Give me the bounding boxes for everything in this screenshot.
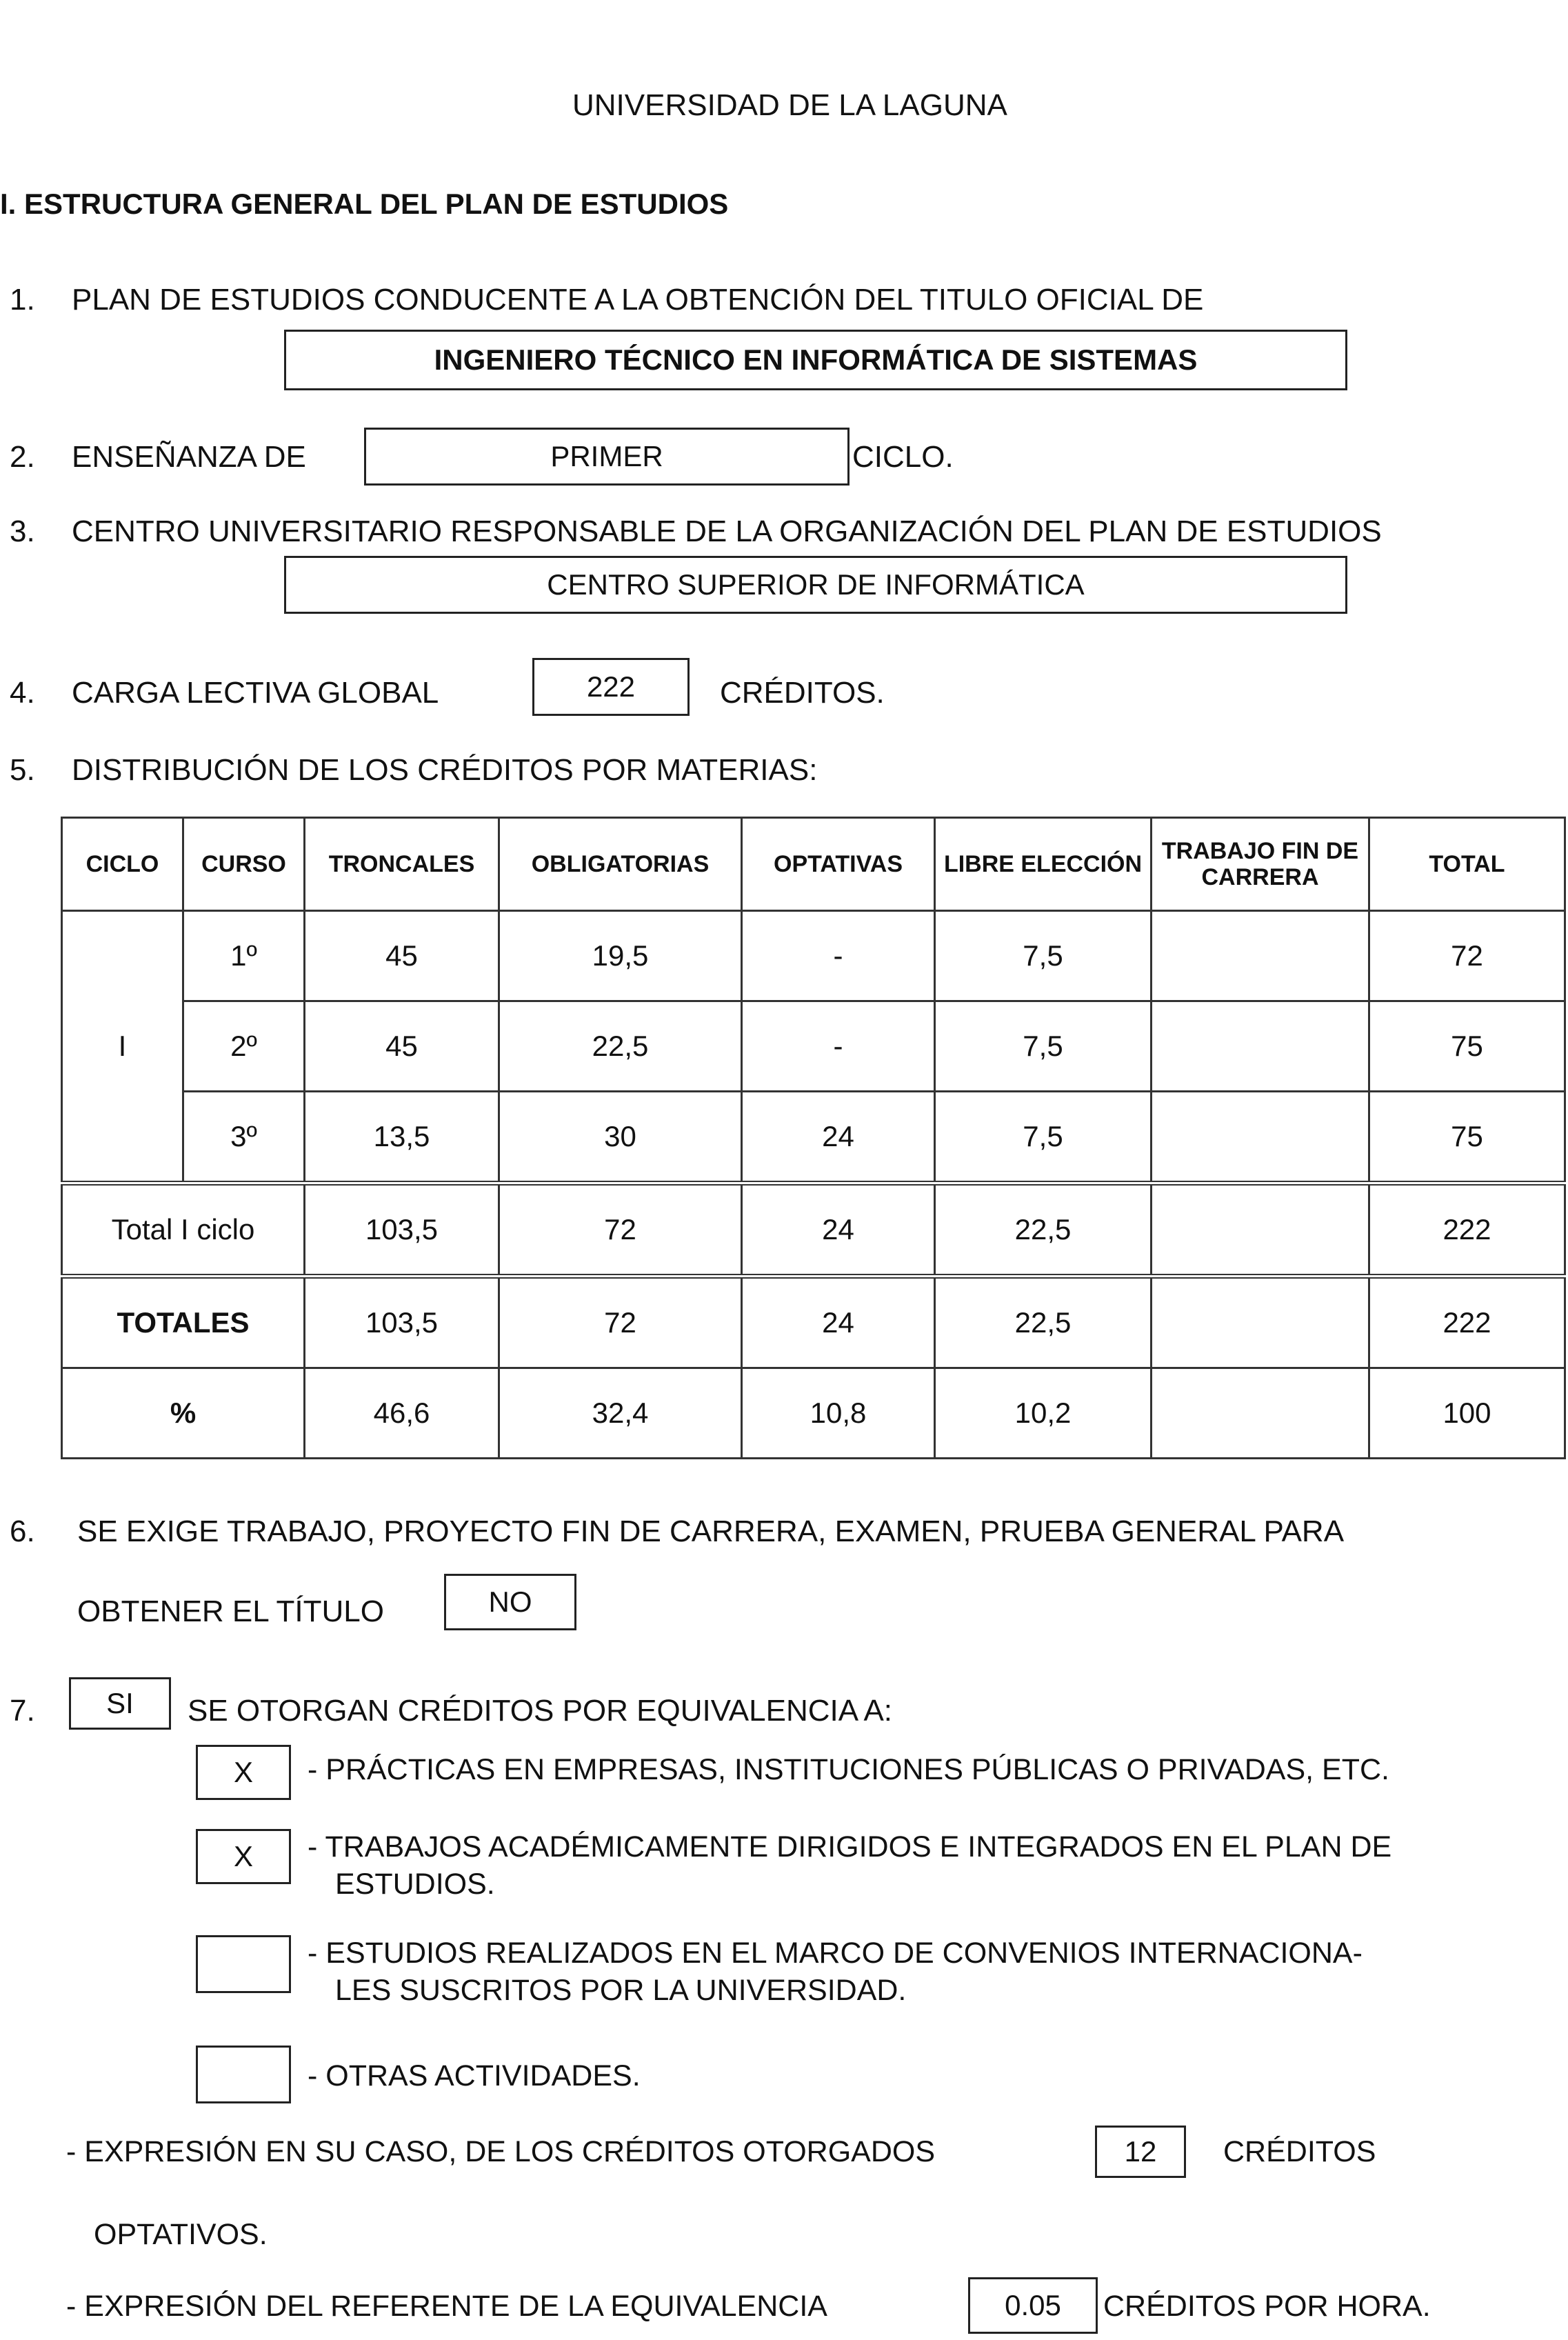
totales-label: TOTALES — [62, 1277, 305, 1368]
optativas-cell: 10,8 — [742, 1368, 935, 1459]
curso-cell: 3º — [183, 1092, 305, 1183]
item5-number: 5. — [10, 753, 35, 787]
credits-box: 222 — [532, 658, 690, 716]
total-ciclo-label: Total I ciclo — [62, 1183, 305, 1277]
item3-number: 3. — [10, 514, 35, 548]
equivalence-reference-text: - EXPRESIÓN DEL REFERENTE DE LA EQUIVALENCIA — [66, 2290, 827, 2323]
university-header: UNIVERSIDAD DE LA LAGUNA — [572, 88, 1007, 122]
header-trabajo-fin: TRABAJO FIN DE CARRERA — [1152, 818, 1369, 911]
trabajo-cell — [1152, 1183, 1369, 1277]
final-exam-box: NO — [444, 1574, 576, 1630]
table-row — [62, 1001, 1565, 1092]
center-box: CENTRO SUPERIOR DE INFORMÁTICA — [284, 556, 1347, 614]
item4-number: 4. — [10, 676, 35, 710]
curso-cell: 2º — [183, 1001, 305, 1092]
header-ciclo: CICLO — [62, 818, 183, 911]
optativas-cell: - — [742, 1001, 935, 1092]
item6-line2: OBTENER EL TÍTULO — [77, 1594, 384, 1628]
item5-text: DISTRIBUCIÓN DE LOS CRÉDITOS POR MATERIAS: — [72, 753, 818, 787]
table-row — [62, 1092, 1565, 1183]
item2-suffix: CICLO. — [852, 440, 954, 474]
item2-text: ENSEÑANZA DE — [72, 440, 306, 474]
total-cell: 100 — [1369, 1368, 1565, 1459]
percent-label: % — [62, 1368, 305, 1459]
troncales-cell: 45 — [305, 1001, 499, 1092]
trabajo-cell — [1152, 1001, 1369, 1092]
total-cell: 75 — [1369, 1092, 1565, 1183]
obligatorias-cell: 72 — [499, 1183, 742, 1277]
equivalence-reference-suffix: CRÉDITOS POR HORA. — [1103, 2290, 1431, 2323]
option-label-convenios-line1: - ESTUDIOS REALIZADOS EN EL MARCO DE CONVENIOS INTERNACIONA- — [308, 1937, 1363, 1970]
option-checkbox-convenios[interactable] — [196, 1935, 291, 1993]
cycle-box: PRIMER — [364, 428, 850, 486]
total-cell: 72 — [1369, 911, 1565, 1001]
option-checkbox-practicas[interactable]: X — [196, 1745, 291, 1800]
troncales-cell: 103,5 — [305, 1183, 499, 1277]
equivalence-box: SI — [69, 1677, 171, 1730]
libre-cell: 7,5 — [935, 911, 1152, 1001]
trabajo-cell — [1152, 1368, 1369, 1459]
item6-line1: SE EXIGE TRABAJO, PROYECTO FIN DE CARRERA, EXAMEN, PRUEBA GENERAL PARA — [77, 1514, 1345, 1548]
trabajo-cell — [1152, 1277, 1369, 1368]
header-curso: CURSO — [183, 818, 305, 911]
troncales-cell: 46,6 — [305, 1368, 499, 1459]
libre-cell: 7,5 — [935, 1001, 1152, 1092]
item7-text: SE OTORGAN CRÉDITOS POR EQUIVALENCIA A: — [188, 1694, 893, 1728]
optativas-cell: 24 — [742, 1092, 935, 1183]
trabajo-cell — [1152, 1092, 1369, 1183]
credits-awarded-text: - EXPRESIÓN EN SU CASO, DE LOS CRÉDITOS OTORGADOS — [66, 2135, 935, 2168]
troncales-cell: 45 — [305, 911, 499, 1001]
item7-number: 7. — [10, 1694, 35, 1728]
curso-cell: 1º — [183, 911, 305, 1001]
header-optativas: OPTATIVAS — [742, 818, 935, 911]
option-checkbox-otras[interactable] — [196, 2046, 291, 2103]
libre-cell: 22,5 — [935, 1183, 1152, 1277]
libre-cell: 7,5 — [935, 1092, 1152, 1183]
option-label-practicas: - PRÁCTICAS EN EMPRESAS, INSTITUCIONES PÚBLICAS O PRIVADAS, ETC. — [308, 1753, 1389, 1786]
option-label-trabajos-line1: - TRABAJOS ACADÉMICAMENTE DIRIGIDOS E INTEGRADOS EN EL PLAN DE — [308, 1830, 1392, 1863]
option-label-otras: - OTRAS ACTIVIDADES. — [308, 2059, 641, 2092]
item6-number: 6. — [10, 1514, 35, 1548]
credits-awarded-suffix: CRÉDITOS — [1223, 2135, 1376, 2168]
credits-awarded-line2: OPTATIVOS. — [94, 2218, 268, 2251]
credits-distribution-table — [61, 817, 1566, 1459]
libre-cell: 22,5 — [935, 1277, 1152, 1368]
equivalence-reference-box: 0.05 — [968, 2277, 1098, 2334]
item1-number: 1. — [10, 283, 35, 317]
total-cell: 222 — [1369, 1183, 1565, 1277]
obligatorias-cell: 32,4 — [499, 1368, 742, 1459]
header-libre-eleccion: LIBRE ELECCIÓN — [935, 818, 1152, 911]
option-label-trabajos-line2: ESTUDIOS. — [335, 1868, 495, 1901]
ciclo-cell: I — [62, 911, 183, 1183]
obligatorias-cell: 30 — [499, 1092, 742, 1183]
percent-row — [62, 1368, 1565, 1459]
credits-awarded-box: 12 — [1095, 2126, 1186, 2178]
total-cell: 75 — [1369, 1001, 1565, 1092]
obligatorias-cell: 72 — [499, 1277, 742, 1368]
degree-title-box: INGENIERO TÉCNICO EN INFORMÁTICA DE SISTEMAS — [284, 330, 1347, 390]
option-label-convenios-line2: LES SUSCRITOS POR LA UNIVERSIDAD. — [335, 1974, 907, 2007]
troncales-cell: 13,5 — [305, 1092, 499, 1183]
totales-row — [62, 1277, 1565, 1368]
option-checkbox-trabajos[interactable]: X — [196, 1829, 291, 1884]
table-row — [62, 911, 1565, 1001]
section-title: I. ESTRUCTURA GENERAL DEL PLAN DE ESTUDIOS — [0, 188, 729, 220]
optativas-cell: 24 — [742, 1277, 935, 1368]
libre-cell: 10,2 — [935, 1368, 1152, 1459]
optativas-cell: 24 — [742, 1183, 935, 1277]
troncales-cell: 103,5 — [305, 1277, 499, 1368]
total-cell: 222 — [1369, 1277, 1565, 1368]
header-troncales: TRONCALES — [305, 818, 499, 911]
total-ciclo-row — [62, 1183, 1565, 1277]
item2-number: 2. — [10, 440, 35, 474]
item4-suffix: CRÉDITOS. — [720, 676, 885, 710]
table-header-row — [62, 818, 1565, 911]
header-total: TOTAL — [1369, 818, 1565, 911]
header-obligatorias: OBLIGATORIAS — [499, 818, 742, 911]
item3-text: CENTRO UNIVERSITARIO RESPONSABLE DE LA ORGANIZACIÓN DEL PLAN DE ESTUDIOS — [72, 514, 1382, 548]
trabajo-cell — [1152, 911, 1369, 1001]
item1-text: PLAN DE ESTUDIOS CONDUCENTE A LA OBTENCIÓN DEL TITULO OFICIAL DE — [72, 283, 1204, 317]
optativas-cell: - — [742, 911, 935, 1001]
item4-text: CARGA LECTIVA GLOBAL — [72, 676, 439, 710]
obligatorias-cell: 19,5 — [499, 911, 742, 1001]
obligatorias-cell: 22,5 — [499, 1001, 742, 1092]
